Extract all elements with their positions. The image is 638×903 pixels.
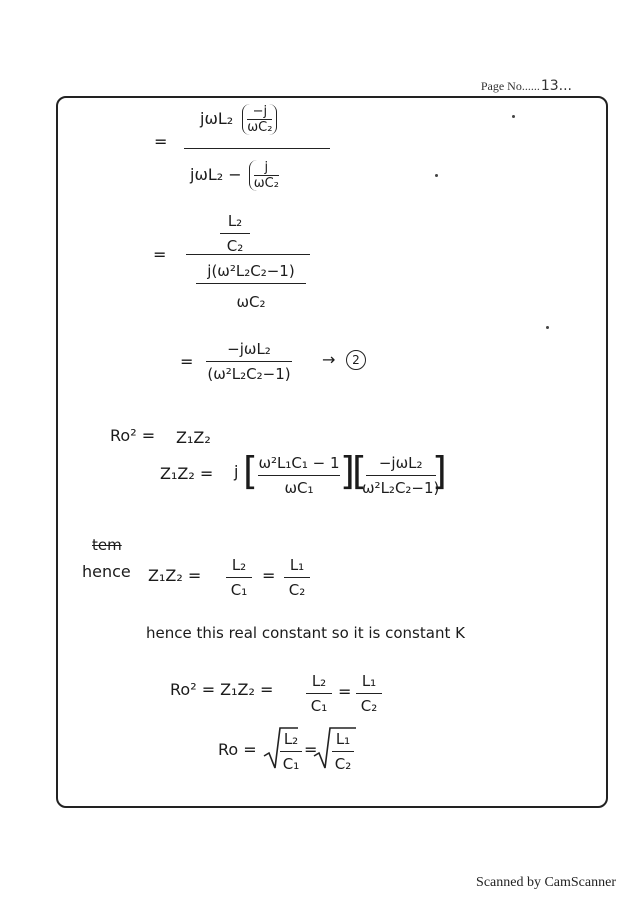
eq8-fraction-2 [332, 730, 354, 773]
equals-sign: = [180, 352, 194, 371]
eq6-fraction-2 [284, 556, 310, 599]
scan-speck [512, 115, 515, 118]
equation-tag [346, 349, 366, 370]
eq2-den-bot: ωC₂ [236, 293, 266, 311]
eq5-den-2: ω²L₂C₂−1) [362, 479, 440, 497]
equation-tag-number: 2 [346, 350, 366, 370]
equals-sign: = [304, 740, 318, 759]
page-number-value: 13... [540, 78, 572, 94]
eq4-rhs: Z₁Z₂ [176, 428, 211, 447]
eq2-numerator [220, 212, 250, 255]
left-bracket: [ [352, 449, 367, 493]
eq8-den-2: C₂ [334, 755, 352, 773]
eq5-num-1: ω²L₁C₁ − 1 [258, 454, 340, 472]
eq5-j: j [234, 462, 239, 481]
eq2-denominator [196, 262, 306, 311]
equals-sign: = [153, 245, 167, 264]
eq5-fraction-2 [362, 454, 439, 497]
eq8-fraction-1 [280, 730, 302, 773]
eq6-den-1: C₁ [230, 581, 248, 599]
right-bracket: ] [432, 449, 447, 493]
eq8-num-2: L₁ [335, 730, 351, 748]
eq1-numerator [200, 104, 277, 135]
eq1-den-fraction [249, 160, 283, 191]
eq7-num-2: L₁ [361, 672, 377, 690]
eq7-lhs: Ro² = Z₁Z₂ = [170, 680, 274, 699]
scan-speck [435, 174, 438, 177]
conclusion-sentence: hence this real constant so it is constant K [146, 624, 465, 642]
eq1-den-num: j [264, 160, 269, 175]
eq3-fraction [206, 340, 292, 383]
eq8-den-1: C₁ [282, 755, 300, 773]
eq1-inner-fraction [242, 104, 277, 135]
eq6-den-2: C₂ [288, 581, 306, 599]
eq1-inner-den: ωC₂ [247, 120, 273, 135]
struck-out-word: tem [92, 536, 122, 554]
page-number-header [481, 78, 572, 94]
eq3-denominator: (ω²L₂C₂−1) [207, 365, 291, 383]
eq6-fraction-1 [226, 556, 252, 599]
page-number-label: Page No...... [480, 79, 540, 93]
equals-sign: = [154, 132, 168, 151]
eq1-denominator [190, 160, 283, 191]
eq6-hence: hence [82, 562, 131, 581]
eq2-den-top: j(ω²L₂C₂−1) [207, 262, 295, 280]
eq5-fraction-1 [258, 454, 340, 497]
page-border [56, 96, 608, 808]
eq7-den-1: C₁ [310, 697, 328, 715]
eq7-den-2: C₂ [360, 697, 378, 715]
right-bracket: ] [340, 449, 355, 493]
eq8-lhs: Ro = [218, 740, 257, 759]
eq6-lhs: Z₁Z₂ = [148, 566, 202, 585]
eq2-num-top: L₂ [227, 212, 243, 230]
scan-speck [546, 326, 549, 329]
eq7-num-1: L₂ [311, 672, 327, 690]
eq5-den-1: ωC₁ [284, 479, 314, 497]
eq6-num-1: L₂ [231, 556, 247, 574]
eq8-num-1: L₂ [283, 730, 299, 748]
eq2-fraction-bar [186, 254, 310, 255]
scanner-watermark: Scanned by CamScanner [476, 875, 616, 890]
equals-sign: = [338, 682, 352, 701]
eq4-lhs: Ro² = [110, 426, 156, 445]
eq1-den-den: ωC₂ [253, 176, 279, 191]
eq1-inner-num: −j [252, 104, 268, 119]
right-arrow-icon: → [322, 350, 336, 369]
eq7-fraction-2 [356, 672, 382, 715]
eq5-lhs: Z₁Z₂ = [160, 464, 214, 483]
eq3-numerator: −jωL₂ [227, 340, 271, 358]
eq1-den-term: jωL₂ − [190, 165, 242, 184]
left-bracket: [ [243, 449, 258, 493]
eq2-num-bot: C₂ [226, 237, 244, 255]
eq1-num-term: jωL₂ [200, 109, 234, 128]
eq1-fraction-bar [184, 148, 330, 149]
eq7-fraction-1 [306, 672, 332, 715]
equals-sign: = [262, 566, 276, 585]
eq6-num-2: L₁ [289, 556, 305, 574]
eq5-num-2: −jωL₂ [378, 454, 423, 472]
